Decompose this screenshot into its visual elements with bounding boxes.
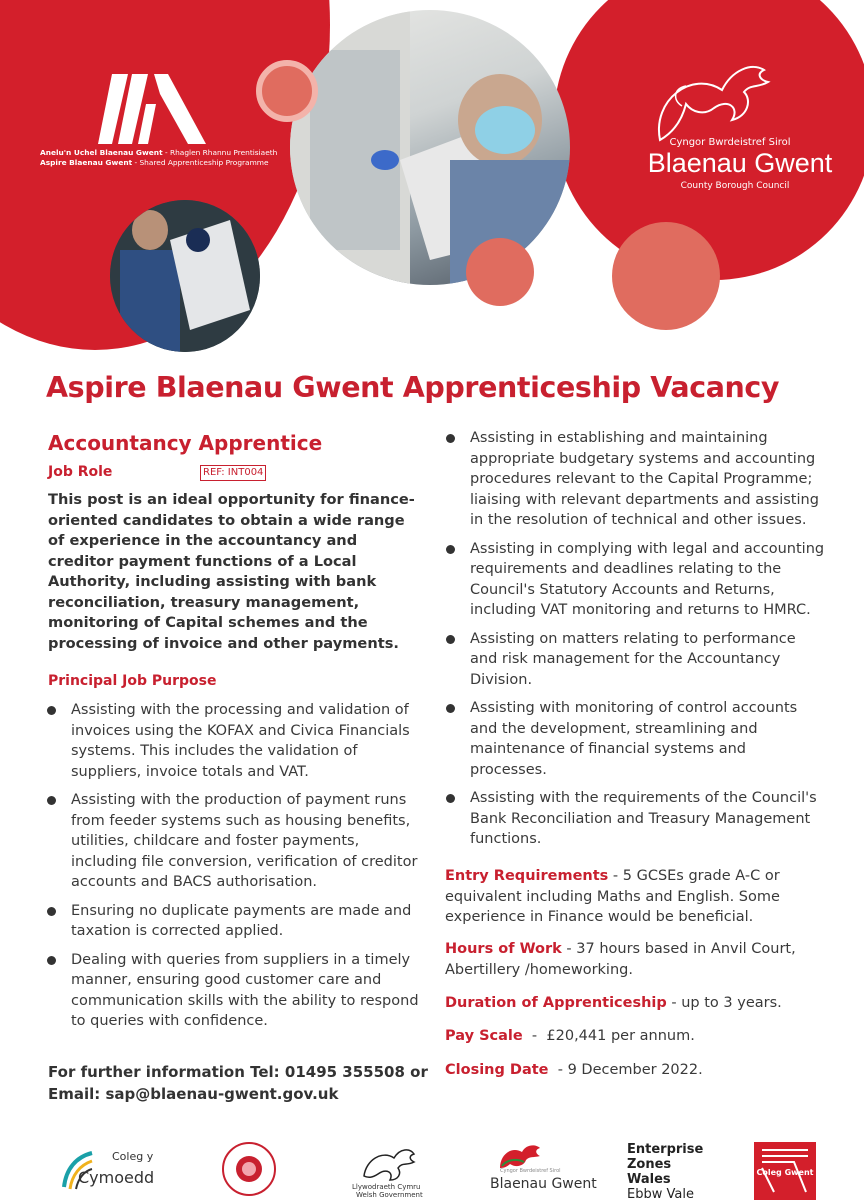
bullet-icon <box>47 706 56 715</box>
aspire-logo-text-english: Aspire Blaenau Gwent - Shared Apprenticeship Programme <box>40 158 269 167</box>
bullet-icon <box>47 956 56 965</box>
bullet-icon <box>47 796 56 805</box>
list-item: Assisting in establishing and maintaining appropriate budgetary systems and accounting procedures relevant to the Capital Programme; liaising with relevant departments and assisting in the resolution of technical and other issues. <box>446 428 826 531</box>
welsh-government-dragon-icon <box>360 1142 416 1182</box>
decorative-coral-circle <box>612 222 720 330</box>
list-item: Assisting with the processing and validation of invoices using the KOFAX and Civica Financials systems. This includes the validation of suppliers, invoice totals and VAT. <box>47 700 422 782</box>
blaenau-gwent-footer-welsh: Cyngor Bwrdeistref Sirol <box>500 1168 561 1174</box>
aspire-logo-text-welsh: Anelu'n Uchel Blaenau Gwent - Rhaglen Rhannu Prentisiaeth <box>40 148 278 157</box>
photo-engineer-with-mask <box>290 10 570 285</box>
coleg-y-cymoedd-text: Coleg y <box>112 1150 154 1163</box>
list-item: Assisting with monitoring of control accounts and the development, streamlining and maintenance of financial systems and processes. <box>446 698 826 780</box>
purpose-list-left <box>47 700 422 1040</box>
bullet-icon <box>446 635 455 644</box>
contact-info <box>48 1061 448 1105</box>
contact-phone[interactable]: For further information Tel: 01495 355508 or <box>48 1063 428 1081</box>
photo-worker-with-drawing <box>110 200 260 352</box>
list-item: Assisting on matters relating to performance and risk management for the Accountancy Division. <box>446 629 826 691</box>
council-logo-welsh: Cyngor Bwrdeistref Sirol <box>669 137 791 148</box>
bullet-icon <box>446 434 455 443</box>
council-logo-name: Blaenau Gwent <box>647 148 833 178</box>
bullet-icon <box>446 704 455 713</box>
page-title: Aspire Blaenau Gwent Apprenticeship Vacancy <box>46 371 780 404</box>
list-item: Ensuring no duplicate payments are made and taxation is corrected applied. <box>47 901 422 942</box>
council-logo-sub: County Borough Council <box>680 181 790 191</box>
closing-date: Closing Date - 9 December 2022. <box>445 1062 703 1078</box>
list-item: Dealing with queries from suppliers in a timely manner, ensuring good customer care and communication skills with the ability to respond to queries with confidence. <box>47 950 422 1032</box>
decorative-coral-circle <box>256 60 318 122</box>
coleg-gwent-text: Coleg Gwent <box>756 1168 814 1177</box>
list-item: Assisting with the production of payment runs from feeder systems such as housing benefits, utilities, childcare and foster payments, including file conversion, verification of creditor accounts and BACS authorisation. <box>47 790 422 893</box>
blaenau-gwent-footer-dragon-icon <box>496 1142 542 1170</box>
bullet-icon <box>446 794 455 803</box>
list-item: Assisting with the requirements of the Council's Bank Reconciliation and Treasury Management functions. <box>446 788 826 850</box>
aspire-logo-icon <box>98 74 206 144</box>
entry-requirements: Entry Requirements - 5 GCSEs grade A-C or equivalent including Maths and English. Some experience in Finance would be beneficial. <box>445 868 780 925</box>
contact-email[interactable]: Email: sap@blaenau-gwent.gov.uk <box>48 1085 339 1103</box>
blaenau-gwent-footer-name: Blaenau Gwent <box>490 1176 597 1192</box>
duration-of-apprenticeship: Duration of Apprenticeship - up to 3 years. <box>445 995 782 1011</box>
welsh-government-text-english: Welsh Government <box>356 1191 423 1199</box>
decorative-coral-circle <box>466 238 534 306</box>
list-item: Assisting in complying with legal and accounting requirements and deadlines relating to the Council's Statutory Accounts and Returns, including VAT monitoring and returns to HMRC. <box>446 539 826 621</box>
principal-job-purpose-heading: Principal Job Purpose <box>48 673 217 689</box>
welsh-government-text-welsh: Llywodraeth Cymru <box>352 1183 421 1191</box>
hours-of-work: Hours of Work - 37 hours based in Anvil Court, Abertillery /homeworking. <box>445 941 796 978</box>
job-title: Accountancy Apprentice <box>48 431 323 455</box>
job-intro: This post is an ideal opportunity for finance-oriented candidates to obtain a wide range of experience in the accountancy and creditor payment functions of a Local Authority, including assisting with bank reconciliation, treasury management, monitoring of Capital schemes and the processing of invoice and other payments. <box>48 491 415 652</box>
job-role-label: Job Role <box>48 464 113 480</box>
pay-scale: Pay Scale - £20,441 per annum. <box>445 1028 695 1044</box>
skills-academy-wales-logo-icon <box>222 1142 276 1196</box>
bullet-icon <box>47 907 56 916</box>
purpose-list-right <box>446 428 826 858</box>
coleg-y-cymoedd-name: Cymoedd <box>78 1168 155 1187</box>
reference-badge: REF: INT004 <box>200 465 266 481</box>
bullet-icon <box>446 545 455 554</box>
enterprise-zones-wales-logo: Enterprise Zones Wales Ebbw Vale <box>627 1142 704 1202</box>
